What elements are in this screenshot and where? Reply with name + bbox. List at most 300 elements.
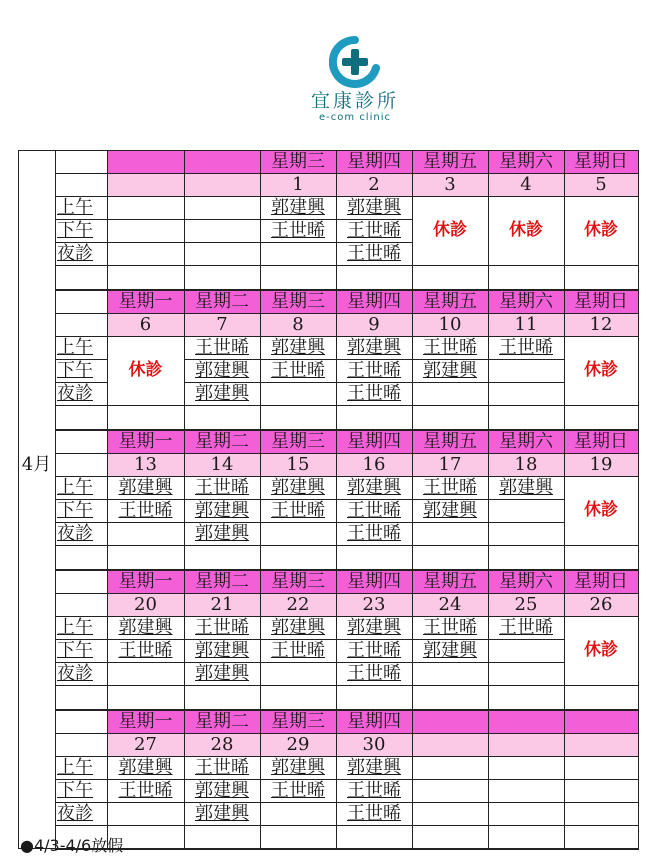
grid-line xyxy=(107,570,108,710)
grid-line xyxy=(260,662,336,663)
session-label: 下午 xyxy=(57,779,93,801)
grid-line xyxy=(184,802,260,803)
grid-line xyxy=(488,639,564,640)
grid-line xyxy=(488,779,564,780)
grid-line xyxy=(55,685,638,686)
closed-cell: 休診 xyxy=(433,220,467,240)
grid-line xyxy=(55,499,107,500)
grid-line xyxy=(336,802,412,803)
doctor-cell xyxy=(107,522,184,545)
weekday-header: 星期五 xyxy=(412,150,488,173)
grid-line xyxy=(564,570,565,710)
grid-line xyxy=(488,710,489,850)
grid-line xyxy=(412,499,488,500)
grid-line xyxy=(55,290,56,430)
date-cell: 28 xyxy=(184,733,260,756)
grid-line xyxy=(184,430,185,570)
doctor-cell xyxy=(488,382,564,405)
grid-line xyxy=(184,382,260,383)
doctor-cell xyxy=(564,779,638,802)
grid-line xyxy=(55,476,638,477)
grid-line xyxy=(260,150,261,290)
doctor-cell: 王世晞 xyxy=(271,499,325,521)
date-cell: 20 xyxy=(107,593,184,616)
clinic-name: 宜康診所 xyxy=(310,90,399,112)
date-cell: 19 xyxy=(564,453,638,476)
session-label: 夜診 xyxy=(57,382,93,404)
clinic-logo xyxy=(300,36,410,136)
grid-line xyxy=(107,219,184,220)
session-label: 上午 xyxy=(57,756,93,778)
doctor-cell xyxy=(488,359,564,382)
grid-line xyxy=(55,570,638,571)
grid-line xyxy=(184,359,260,360)
date-cell xyxy=(412,733,488,756)
doctor-cell: 郭建興 xyxy=(195,359,249,381)
grid-line xyxy=(412,662,488,663)
grid-line xyxy=(336,522,412,523)
weekday-header: 星期二 xyxy=(184,710,260,733)
grid-line xyxy=(55,313,638,314)
doctor-cell xyxy=(412,522,488,545)
doctor-cell: 郭建興 xyxy=(195,499,249,521)
doctor-cell xyxy=(488,639,564,662)
date-cell: 9 xyxy=(336,313,412,336)
date-cell: 26 xyxy=(564,593,638,616)
grid-line xyxy=(564,430,565,570)
grid-line xyxy=(55,779,107,780)
doctor-cell: 王世晞 xyxy=(347,522,401,544)
weekday-header xyxy=(488,710,564,733)
grid-line xyxy=(260,499,336,500)
grid-line xyxy=(107,242,184,243)
grid-line xyxy=(488,382,564,383)
weekday-header: 星期三 xyxy=(260,570,336,593)
weekday-header xyxy=(564,710,638,733)
grid-line xyxy=(412,802,488,803)
grid-line xyxy=(55,710,638,711)
doctor-cell xyxy=(184,196,260,219)
weekday-header: 星期四 xyxy=(336,430,412,453)
doctor-cell: 郭建興 xyxy=(499,476,553,498)
date-cell: 29 xyxy=(260,733,336,756)
grid-line xyxy=(336,382,412,383)
grid-line xyxy=(184,522,260,523)
doctor-cell: 王世晞 xyxy=(118,639,173,661)
doctor-cell xyxy=(107,662,184,685)
grid-line xyxy=(412,359,488,360)
grid-line xyxy=(55,616,638,617)
grid-line xyxy=(55,662,107,663)
grid-line xyxy=(184,570,185,710)
grid-line xyxy=(336,499,412,500)
doctor-cell xyxy=(184,242,260,265)
doctor-cell: 郭建興 xyxy=(195,779,249,801)
grid-line xyxy=(55,290,638,291)
date-cell xyxy=(488,733,564,756)
weekday-header: 星期一 xyxy=(107,710,184,733)
grid-line xyxy=(55,756,638,757)
grid-line xyxy=(55,545,638,546)
grid-line xyxy=(55,802,107,803)
session-label: 上午 xyxy=(57,476,93,498)
grid-line xyxy=(260,522,336,523)
date-cell: 6 xyxy=(107,313,184,336)
weekday-header: 星期日 xyxy=(564,290,638,313)
grid-line xyxy=(18,150,55,151)
doctor-cell: 王世晞 xyxy=(423,336,477,358)
doctor-cell xyxy=(488,662,564,685)
grid-line xyxy=(107,779,184,780)
weekday-header: 星期一 xyxy=(107,290,184,313)
grid-line xyxy=(412,570,413,710)
date-cell: 16 xyxy=(336,453,412,476)
doctor-cell: 郭建興 xyxy=(423,499,477,521)
date-cell: 11 xyxy=(488,313,564,336)
holiday-note: ●4/3-4/6放假 xyxy=(20,836,124,855)
grid-line xyxy=(55,265,638,266)
doctor-cell xyxy=(107,196,184,219)
doctor-cell: 王世晞 xyxy=(271,779,325,801)
grid-line xyxy=(55,150,638,151)
grid-line xyxy=(260,242,336,243)
weekday-header: 星期二 xyxy=(184,570,260,593)
grid-line xyxy=(488,662,564,663)
grid-line xyxy=(107,290,108,430)
doctor-cell: 郭建興 xyxy=(271,476,325,498)
closed-cell: 休診 xyxy=(128,360,163,380)
doctor-cell: 王世晞 xyxy=(499,616,553,638)
doctor-cell: 王世晞 xyxy=(118,779,173,801)
grid-line xyxy=(412,290,413,430)
grid-line xyxy=(55,430,56,570)
grid-line xyxy=(55,849,638,850)
weekday-header: 星期五 xyxy=(412,570,488,593)
date-cell xyxy=(107,173,184,196)
weekday-header xyxy=(184,150,260,173)
date-cell: 21 xyxy=(184,593,260,616)
date-cell: 7 xyxy=(184,313,260,336)
weekday-header: 星期日 xyxy=(564,430,638,453)
doctor-cell xyxy=(412,779,488,802)
grid-line xyxy=(638,710,639,850)
date-cell: 24 xyxy=(412,593,488,616)
doctor-cell xyxy=(260,802,336,825)
session-label: 夜診 xyxy=(57,662,93,684)
grid-line xyxy=(107,662,184,663)
doctor-cell: 王世晞 xyxy=(347,499,401,521)
doctor-cell: 郭建興 xyxy=(271,336,325,358)
doctor-cell xyxy=(564,756,638,779)
doctor-cell xyxy=(488,499,564,522)
grid-line xyxy=(564,802,638,803)
grid-line xyxy=(184,219,260,220)
doctor-cell: 郭建興 xyxy=(271,196,325,218)
weekday-header: 星期六 xyxy=(488,150,564,173)
grid-line xyxy=(336,430,337,570)
grid-line xyxy=(107,430,108,570)
grid-line xyxy=(260,710,261,850)
doctor-cell: 王世晞 xyxy=(195,616,249,638)
grid-line xyxy=(488,522,564,523)
doctor-cell xyxy=(412,382,488,405)
doctor-cell xyxy=(412,756,488,779)
grid-line xyxy=(18,150,19,848)
weekday-header: 星期六 xyxy=(488,430,564,453)
doctor-cell: 郭建興 xyxy=(423,359,477,381)
grid-line xyxy=(638,150,639,290)
session-label: 下午 xyxy=(57,499,93,521)
grid-line xyxy=(55,522,107,523)
session-label: 夜診 xyxy=(57,522,93,544)
doctor-cell: 王世晞 xyxy=(347,639,401,661)
doctor-cell: 郭建興 xyxy=(195,639,249,661)
session-label: 上午 xyxy=(57,616,93,638)
grid-line xyxy=(488,150,489,290)
doctor-cell: 王世晞 xyxy=(347,242,401,264)
weekday-header: 星期四 xyxy=(336,150,412,173)
doctor-cell xyxy=(564,802,638,825)
doctor-cell: 郭建興 xyxy=(118,476,173,498)
date-cell: 27 xyxy=(107,733,184,756)
doctor-cell: 王世晞 xyxy=(499,336,553,358)
grid-line xyxy=(564,710,565,850)
grid-line xyxy=(55,825,638,826)
doctor-cell: 郭建興 xyxy=(271,616,325,638)
doctor-cell: 郭建興 xyxy=(347,196,401,218)
grid-line xyxy=(488,290,489,430)
grid-line xyxy=(336,219,412,220)
doctor-cell xyxy=(260,662,336,685)
grid-line xyxy=(184,639,260,640)
grid-line xyxy=(564,290,565,430)
grid-line xyxy=(638,570,639,710)
grid-line xyxy=(55,196,638,197)
weekday-header: 星期三 xyxy=(260,710,336,733)
e-plus-logo-icon xyxy=(329,36,381,88)
date-cell: 8 xyxy=(260,313,336,336)
date-cell: 13 xyxy=(107,453,184,476)
doctor-cell: 郭建興 xyxy=(118,756,173,778)
grid-line xyxy=(184,710,185,850)
doctor-cell: 王世晞 xyxy=(195,476,249,498)
doctor-cell xyxy=(488,756,564,779)
date-cell: 3 xyxy=(412,173,488,196)
grid-line xyxy=(638,430,639,570)
weekday-header: 星期四 xyxy=(336,290,412,313)
grid-line xyxy=(107,639,184,640)
doctor-cell: 郭建興 xyxy=(195,522,249,544)
doctor-cell: 王世晞 xyxy=(195,756,249,778)
grid-line xyxy=(184,290,185,430)
closed-cell: 休診 xyxy=(584,360,618,380)
date-cell: 23 xyxy=(336,593,412,616)
weekday-header: 星期三 xyxy=(260,150,336,173)
grid-line xyxy=(488,430,489,570)
date-cell: 25 xyxy=(488,593,564,616)
grid-line xyxy=(336,639,412,640)
grid-line xyxy=(55,430,638,431)
date-cell: 15 xyxy=(260,453,336,476)
weekday-header: 星期日 xyxy=(564,150,638,173)
date-cell: 10 xyxy=(412,313,488,336)
weekday-header: 星期六 xyxy=(488,290,564,313)
date-cell: 30 xyxy=(336,733,412,756)
closed-cell: 休診 xyxy=(584,500,618,520)
doctor-cell: 王世晞 xyxy=(271,639,325,661)
grid-line xyxy=(336,710,337,850)
grid-line xyxy=(260,639,336,640)
grid-line xyxy=(55,336,638,337)
grid-line xyxy=(488,359,564,360)
date-cell: 18 xyxy=(488,453,564,476)
doctor-cell: 王世晞 xyxy=(347,662,401,684)
weekday-header: 星期五 xyxy=(412,290,488,313)
grid-line xyxy=(55,382,107,383)
grid-line xyxy=(184,779,260,780)
weekday-header: 星期五 xyxy=(412,430,488,453)
doctor-cell: 郭建興 xyxy=(347,336,401,358)
grid-line xyxy=(55,359,107,360)
weekday-header xyxy=(107,150,184,173)
grid-line xyxy=(260,219,336,220)
grid-line xyxy=(564,779,638,780)
grid-line xyxy=(412,522,488,523)
weekday-header: 星期四 xyxy=(336,710,412,733)
doctor-cell xyxy=(488,779,564,802)
grid-line xyxy=(488,499,564,500)
doctor-cell: 王世晞 xyxy=(347,359,401,381)
date-cell: 22 xyxy=(260,593,336,616)
session-label: 下午 xyxy=(57,639,93,661)
session-label: 夜診 xyxy=(57,242,93,264)
session-label: 下午 xyxy=(57,219,93,241)
doctor-cell xyxy=(184,219,260,242)
doctor-cell: 郭建興 xyxy=(347,476,401,498)
grid-line xyxy=(107,150,108,290)
grid-line xyxy=(488,802,564,803)
grid-line xyxy=(184,150,185,290)
doctor-cell xyxy=(260,522,336,545)
grid-line xyxy=(260,779,336,780)
grid-line xyxy=(412,710,413,850)
closed-cell: 休診 xyxy=(584,640,618,660)
doctor-cell xyxy=(488,802,564,825)
doctor-cell xyxy=(107,219,184,242)
grid-line xyxy=(55,639,107,640)
weekday-header xyxy=(412,710,488,733)
doctor-cell: 王世晞 xyxy=(118,499,173,521)
doctor-cell: 郭建興 xyxy=(195,662,249,684)
weekday-header: 星期二 xyxy=(184,430,260,453)
doctor-cell: 王世晞 xyxy=(347,802,401,824)
grid-line xyxy=(55,733,638,734)
grid-line xyxy=(336,242,412,243)
date-cell xyxy=(184,173,260,196)
session-label: 上午 xyxy=(57,336,93,358)
doctor-cell xyxy=(107,242,184,265)
grid-line xyxy=(184,242,260,243)
grid-line xyxy=(55,150,56,290)
grid-line xyxy=(336,662,412,663)
grid-line xyxy=(260,802,336,803)
grid-line xyxy=(260,359,336,360)
weekday-header: 星期三 xyxy=(260,290,336,313)
grid-line xyxy=(638,290,639,430)
grid-line xyxy=(412,779,488,780)
date-cell: 5 xyxy=(564,173,638,196)
grid-line xyxy=(184,662,260,663)
grid-line xyxy=(412,150,413,290)
doctor-cell: 王世晞 xyxy=(423,476,477,498)
grid-line xyxy=(336,150,337,290)
grid-line xyxy=(55,710,56,850)
doctor-cell xyxy=(107,802,184,825)
weekday-header: 星期四 xyxy=(336,570,412,593)
closed-cell: 休診 xyxy=(509,220,543,240)
month-label: 4月 xyxy=(21,454,52,475)
date-cell: 4 xyxy=(488,173,564,196)
weekday-header: 星期二 xyxy=(184,290,260,313)
doctor-cell xyxy=(260,242,336,265)
doctor-cell: 王世晞 xyxy=(347,219,401,241)
doctor-cell: 王世晞 xyxy=(347,779,401,801)
grid-line xyxy=(412,639,488,640)
grid-line xyxy=(107,499,184,500)
date-cell: 12 xyxy=(564,313,638,336)
grid-line xyxy=(55,219,107,220)
grid-line xyxy=(55,593,638,594)
date-cell: 17 xyxy=(412,453,488,476)
doctor-cell: 王世晞 xyxy=(423,616,477,638)
date-cell: 14 xyxy=(184,453,260,476)
doctor-cell: 郭建興 xyxy=(423,639,477,661)
session-label: 上午 xyxy=(57,196,93,218)
grid-line xyxy=(55,453,638,454)
doctor-cell xyxy=(412,662,488,685)
session-label: 下午 xyxy=(57,359,93,381)
grid-line xyxy=(488,570,489,710)
doctor-cell: 郭建興 xyxy=(271,756,325,778)
grid-line xyxy=(55,405,638,406)
schedule-table xyxy=(18,150,638,830)
grid-line xyxy=(107,802,184,803)
doctor-cell: 郭建興 xyxy=(195,802,249,824)
doctor-cell xyxy=(488,522,564,545)
grid-line xyxy=(412,382,488,383)
weekday-header: 星期六 xyxy=(488,570,564,593)
doctor-cell xyxy=(412,802,488,825)
doctor-cell: 郭建興 xyxy=(347,616,401,638)
grid-line xyxy=(564,150,565,290)
grid-line xyxy=(336,779,412,780)
doctor-cell: 郭建興 xyxy=(195,382,249,404)
closed-cell: 休診 xyxy=(584,220,618,240)
grid-line xyxy=(184,499,260,500)
weekday-header: 星期一 xyxy=(107,430,184,453)
grid-line xyxy=(107,522,184,523)
clinic-english-name: e-com clinic xyxy=(319,112,391,123)
grid-line xyxy=(55,242,107,243)
doctor-cell: 王世晞 xyxy=(271,219,325,241)
date-cell: 2 xyxy=(336,173,412,196)
grid-line xyxy=(260,570,261,710)
doctor-cell: 王世晞 xyxy=(271,359,325,381)
grid-line xyxy=(55,173,638,174)
grid-line xyxy=(336,359,412,360)
grid-line xyxy=(260,382,336,383)
weekday-header: 星期日 xyxy=(564,570,638,593)
